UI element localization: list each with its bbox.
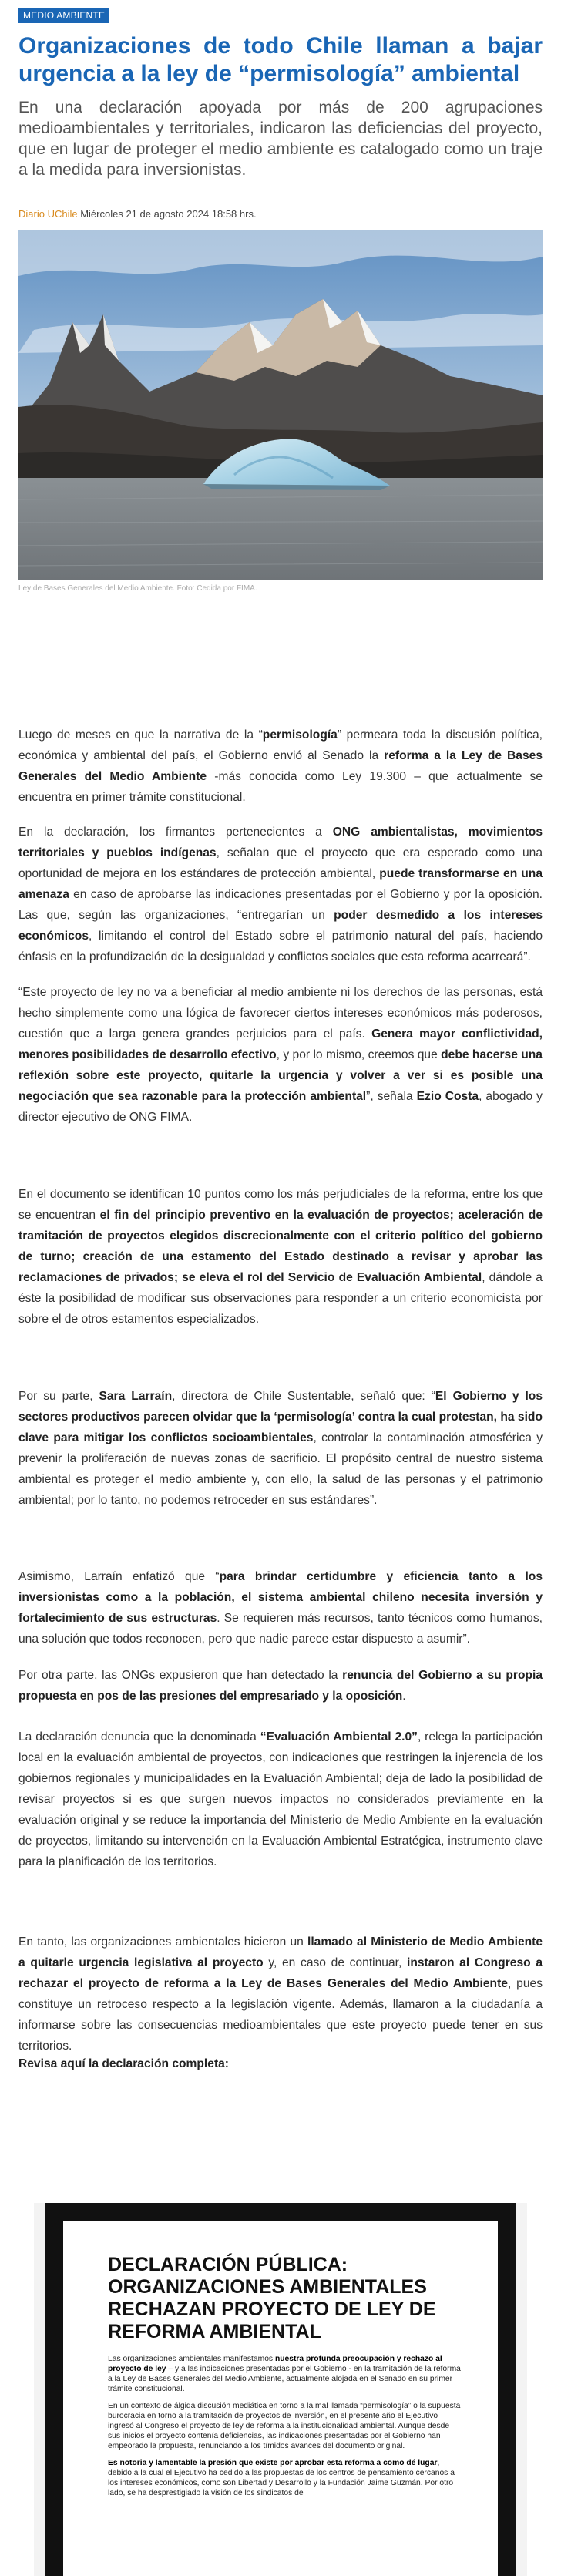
category-tag[interactable]: MEDIO AMBIENTE: [18, 8, 109, 23]
hero-image: [18, 230, 543, 580]
paragraph-9: En tanto, las organizaciones ambientales hicieron un llamado al Ministerio de Medio Ambiente a quitarle urgencia legislativa al proyecto y, en caso de continuar, instaron al Congreso a rechazar el proyecto de reforma a la Ley de Bases Generales del Medio Ambiente, pues constituye un retroceso respecto a la legislación vigente. Además, llamaron a la ciudadanía a informarse sobre las consecuencias medioambientales que este proyecto puede tener en sus territorios.: [18, 1935, 543, 2053]
declaration-title: DECLARACIÓN PÚBLICA: ORGANIZACIONES AMBIENTALES RECHAZAN PROYECTO DE LEY DE REFORMA AMBIENTAL: [108, 2254, 436, 2342]
image-caption: Ley de Bases Generales del Medio Ambiente. Foto: Cedida por FIMA.: [18, 584, 257, 593]
paragraph-7: Por otra parte, las ONGs expusieron que han detectado la renuncia del Gobierno a su propia propuesta en pos de las presiones del empresariado y la oposición.: [18, 1669, 543, 1703]
paragraph-2: En la declaración, los firmantes pertenecientes a ONG ambientalistas, movimientos territoriales y pueblos indígenas, señalan que el proyecto que era esperado como una oportunidad de mejora en los estándares de protección ambiental, puede transformarse en una amenaza en caso de aprobarse las indicaciones presentadas por el Gobierno y por la oposición. Las que, según las organizaciones, “entregarían un poder desmedido a los intereses económicos, limitando el control del Estado sobre el patrimonio natural del país, haciendo énfasis en la profundización de la desigualdad y conflictos sociales que esta reforma acarreará”.: [18, 826, 543, 963]
paragraph-1: Luego de meses en que la narrativa de la “permisología” permeara toda la discusión política, económica y ambiental del país, el Gobierno envió al Senado la reforma a la Ley de Bases Generales del Medio Ambiente -más conocida como Ley 19.300 – que actualmente se encuentra en primer trámite constitucional.: [18, 728, 543, 804]
publish-date: Miércoles 21 de agosto 2024 18:58 hrs.: [80, 208, 257, 220]
document-page: [63, 2221, 498, 2576]
article-subtitle: En una declaración apoyada por más de 200 agrupaciones medioambientales y territoriales, indicaron las deficiencias del proyecto, que en lugar de proteger el medio ambiente es catalogado como un traje a la medida para inversionistas.: [18, 99, 543, 179]
declaration-paragraph-2: En un contexto de álgida discusión mediática en torno a la mal llamada “permisología” o la supuesta burocracia en torno a la tramitación de proyectos de inversión, en el presente año el Ejecutivo ingresó al Congreso el proyecto de ley de reforma a la institucionalidad ambiental. Aunque desde sus inicios el proyecto contenía deficiencias, las indicaciones presentadas por el Gobierno han empeorado la propuesta, renunciando a los tímidos avances del documento original.: [108, 2402, 461, 2450]
paragraph-6: Asimismo, Larraín enfatizó que “para brindar certidumbre y eficiencia tanto a los inversionistas como a la población, el sistema ambiental chileno necesita inversión y fortalecimiento de sus estructuras. Se requieren más recursos, tanto técnicos como humanos, una solución que todos reconocen, pero que nadie parece estar dispuesto a asumir”.: [18, 1570, 543, 1646]
paragraph-3: “Este proyecto de ley no va a beneficiar al medio ambiente ni los derechos de las personas, está hecho simplemente como una lógica de favorecer ciertos intereses económicos más poderosos, cuestión que a larga genera grandes perjuicios para el país. Genera mayor conflictividad, menores posibilidades de desarrollo efectivo, y por lo mismo, creemos que debe hacerse una reflexión sobre este proyecto, quitarle la urgencia y volver a ver si es posible una negociación que sea razonable para la protección ambiental”, señala Ezio Costa, abogado y director ejecutivo de ONG FIMA.: [18, 986, 543, 1124]
paragraph-4: En el documento se identifican 10 puntos como los más perjudiciales de la reforma, entre los que se encuentran el fin del principio preventivo en la evaluación de proyectos; aceleración de tramitación de proyectos elegidos discrecionalmente con el criterio político del gobierno de turno; creación de una estamento del Estado destinado a revisar y aprobar las reclamaciones de privados; se eleva el rol del Servicio de Evaluación Ambiental, dándole a éste la posibilidad de modificar sus observaciones para responder a un criterio economicista por sobre el de otros estamentos especializados.: [18, 1188, 543, 1326]
paragraph-5: Por su parte, Sara Larraín, directora de Chile Sustentable, señaló que: “El Gobierno y los sectores productivos parecen olvidar que la ‘permisología’ contra la cual protestan, ha sido clave para mitigar los conflictos socioambientales, controlar la contaminación atmosférica y prevenir la proliferación de nuevas zonas de sacrificio. El propósito central de nuestro sistema ambiental es proteger el medio ambiente y, con ello, la salud de las personas y el patrimonio ambiental; por lo tanto, no podemos retroceder en sus estándares”.: [18, 1390, 543, 1507]
declaration-paragraph-1: Las organizaciones ambientales manifestamos nuestra profunda preocupación y rechazo al proyecto de ley – y a las indicaciones presentadas por el Gobierno - en la tramitación de la reforma a la Ley de Bases Generales del Medio Ambiente, actualmente alojada en el Senado en su primer trámite constitucional.: [108, 2355, 461, 2393]
declaration-cta: Revisa aquí la declaración completa:: [18, 2057, 229, 2070]
article-title: Organizaciones de todo Chile llaman a bajar urgencia a la ley de “permisología” ambiental: [18, 33, 543, 86]
declaration-document[interactable]: [34, 2203, 527, 2576]
byline: [18, 208, 257, 220]
declaration-paragraph-3: Es notoria y lamentable la presión que existe por aprobar esta reforma a como dé lugar, debido a la cual el Ejecutivo ha cedido a las propuestas de los centros de pensamiento cercanos a los intereses económicos, como son Libertad y Desarrollo y la Fundación Jaime Guzmán. Por otro lado, se ha desprestigiado la visión de los sindicatos de: [108, 2459, 455, 2497]
source-link[interactable]: Diario UChile: [18, 208, 78, 220]
torres-del-paine-illustration: [18, 230, 543, 580]
paragraph-8: La declaración denuncia que la denominada “Evaluación Ambiental 2.0”, relega la participación local en la evaluación ambiental de proyectos, con indicaciones que restringen la injerencia de los gobiernos regionales y municipalidades en la Evaluación Ambiental; deja de lado la posibilidad de revisar proyectos si es que surgen nuevos impactos no considerados previamente en la evaluación original y se reduce la importancia del Ministerio de Medio Ambiente en la evaluación de proyectos, limitando su intervención en la Evaluación Ambiental Estratégica, instrumento clave para la planificación de los territorios.: [18, 1730, 543, 1868]
